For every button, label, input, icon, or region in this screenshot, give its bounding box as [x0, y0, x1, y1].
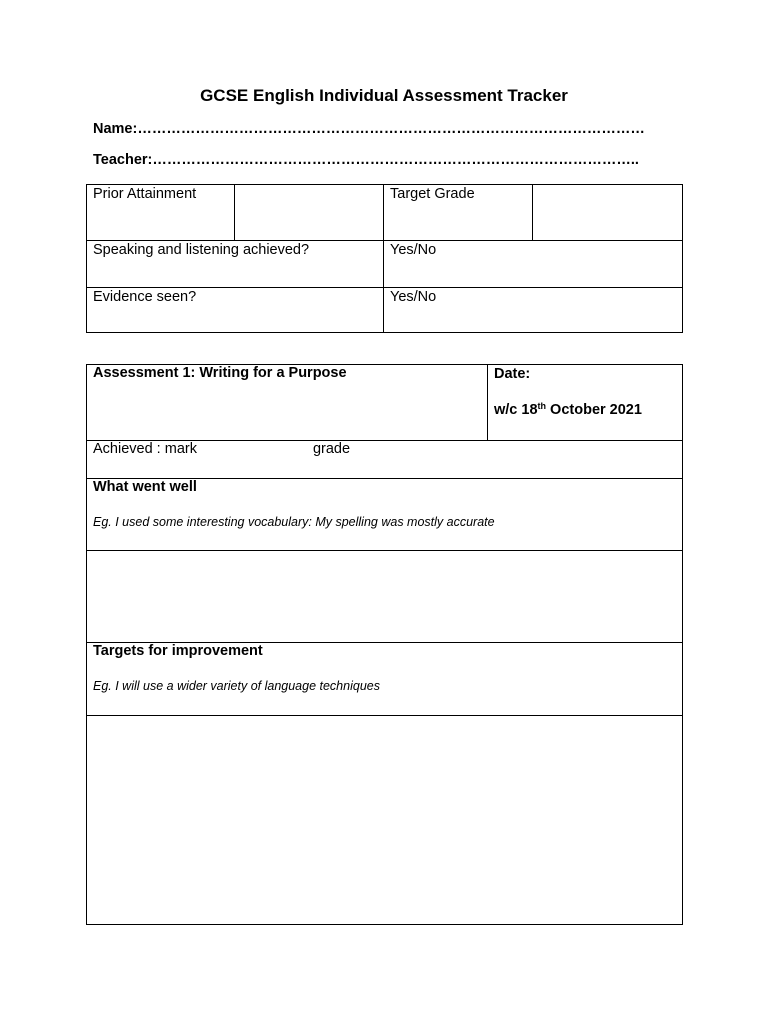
what-went-well-entry-box[interactable]	[87, 551, 683, 643]
prior-attainment-cell[interactable]	[235, 185, 384, 241]
speaking-listening-value[interactable]: Yes/No	[384, 241, 683, 288]
what-went-well-example: Eg. I used some interesting vocabulary: My spelling was mostly accurate	[93, 515, 495, 529]
targets-example: Eg. I will use a wider variety of language techniques	[93, 679, 380, 693]
targets-header	[87, 643, 683, 716]
student-info-table	[86, 184, 683, 333]
date-label: Date:	[494, 366, 531, 382]
targets-entry-box[interactable]	[87, 716, 683, 925]
document-title: GCSE English Individual Assessment Tracker	[200, 86, 568, 105]
targets-heading: Targets for improvement	[93, 643, 263, 659]
name-field-line[interactable]: Name:……………………………………………………………………………………………	[93, 121, 645, 137]
achieved-row[interactable]	[87, 441, 683, 479]
teacher-field-line[interactable]: Teacher:………………………………………………………………………………………..	[93, 152, 639, 168]
achieved-mark-label: Achieved : mark	[93, 441, 197, 457]
what-went-well-heading: What went well	[93, 479, 197, 495]
speaking-listening-label: Speaking and listening achieved?	[87, 241, 384, 288]
achieved-grade-label: grade	[312, 441, 351, 457]
date-cell	[488, 365, 683, 441]
date-ordinal-suffix: th	[537, 401, 547, 411]
target-grade-label: Target Grade	[384, 185, 533, 241]
evidence-seen-label: Evidence seen?	[87, 288, 384, 333]
prior-attainment-label: Prior Attainment	[87, 185, 235, 241]
evidence-seen-value[interactable]: Yes/No	[384, 288, 683, 333]
date-month-year: October 2021	[546, 402, 642, 418]
date-prefix: w/c 18	[494, 402, 538, 418]
target-grade-cell[interactable]	[533, 185, 683, 241]
date-value	[494, 402, 676, 419]
assessment-title: Assessment 1: Writing for a Purpose	[87, 365, 488, 441]
what-went-well-header	[87, 479, 683, 551]
assessment-table	[86, 364, 683, 925]
